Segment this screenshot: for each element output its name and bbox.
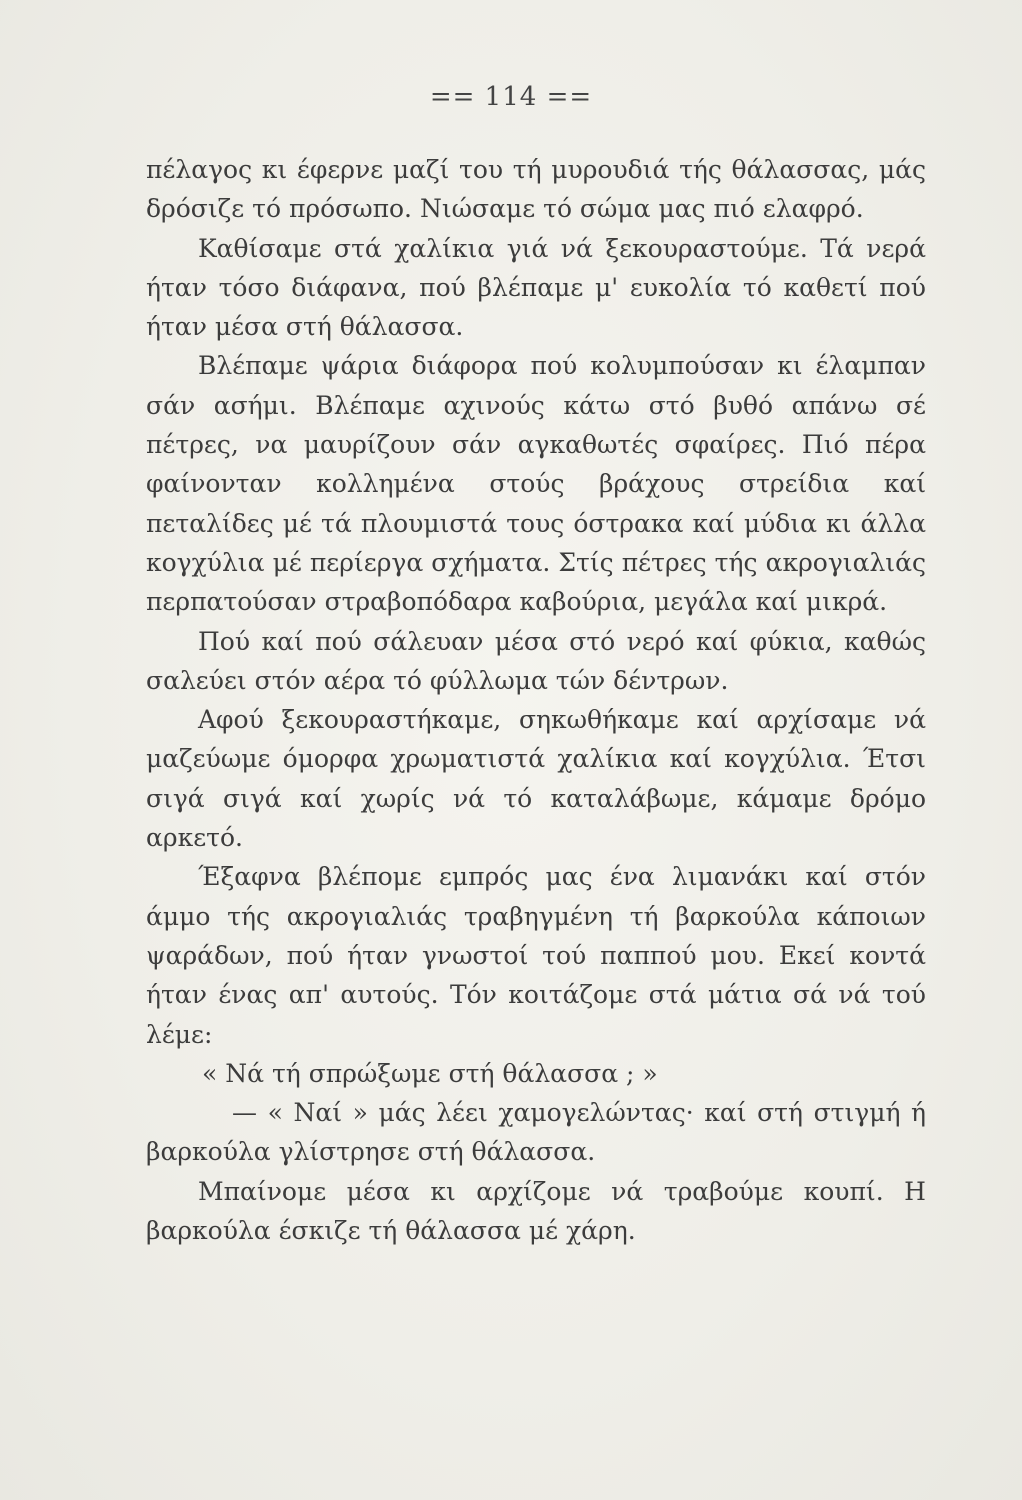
paragraph-7: Μπαίνομε μέσα κι αρχίζομε νά τραβούμε κουπί. Η βαρκούλα έσκιζε τή θάλασσα μέ χάρη. <box>146 1176 926 1246</box>
paragraph-2: Καθίσαμε στά χαλίκια γιά νά ξεκουραστούμε. Τά νερά ήταν τόσο διάφανα, πού βλέπαμε μ' ευκολία τό καθετί πού ήταν μέσα στή θάλασσα. <box>146 233 926 342</box>
dialogue-line-2: — « Ναί » μάς λέει χαμογελώντας· καί στή στιγμή ή βαρκούλα γλίστρησε στή θάλασσα. <box>146 1098 926 1167</box>
page-number-header: == 114 == <box>429 82 593 112</box>
paragraph-1: πέλαγος κι έφερνε μαζί του τή μυρουδιά τής θάλασσας, μάς δρόσιζε τό πρόσωπο. Νιώσαμε τό σώμα μας πιό ελαφρό. <box>146 155 926 224</box>
paragraph-5: Αφού ξεκουραστήκαμε, σηκωθήκαμε καί αρχίσαμε νά μαζεύωμε όμορφα χρωματιστά χαλίκια καί κογχύλια. Έτσι σιγά σιγά καί χωρίς νά τό καταλάβωμε, κάμαμε δρόμο αρκετό. <box>146 705 926 853</box>
paragraph-3: Βλέπαμε ψάρια διάφορα πού κολυμπούσαν κι έλαμπαν σάν ασήμι. Βλέπαμε αχινούς κάτω στό βυθό απάνω σέ πέτρες, να μαυρίζουν σάν αγκαθωτές σφαίρες. Πιό πέρα φαίνονταν κολλημένα στούς βράχους στρείδια καί πεταλίδες μέ τά πλουμιστά τους όστρακα καί μύδια κι άλλα κογχύλια μέ περίεργα σχήματα. Στίς πέτρες τής ακρογιαλιάς περπατούσαν στραβοπόδαρα καβούρια, μεγάλα καί μικρά. <box>146 351 926 617</box>
dialogue-line-1: « Νά τή σπρώξωμε στή θάλασσα ; » <box>202 1058 658 1088</box>
paragraph-4: Πού καί πού σάλευαν μέσα στό νερό καί φύκια, καθώς σαλεύει στόν αέρα τό φύλλωμα τών δέντρων. <box>146 626 926 695</box>
paragraph-6: Έξαφνα βλέπομε εμπρός μας ένα λιμανάκι καί στόν άμμο τής ακρογιαλιάς τραβηγμένη τή βαρκούλα κάποιων ψαράδων, πού ήταν γνωστοί τού παππού μου. Εκεί κοντά ήταν ένας απ' αυτούς. Τόν κοιτάζομε στά μάτια σά νά τού λέμε: <box>146 862 926 1049</box>
page-body <box>146 150 926 1250</box>
